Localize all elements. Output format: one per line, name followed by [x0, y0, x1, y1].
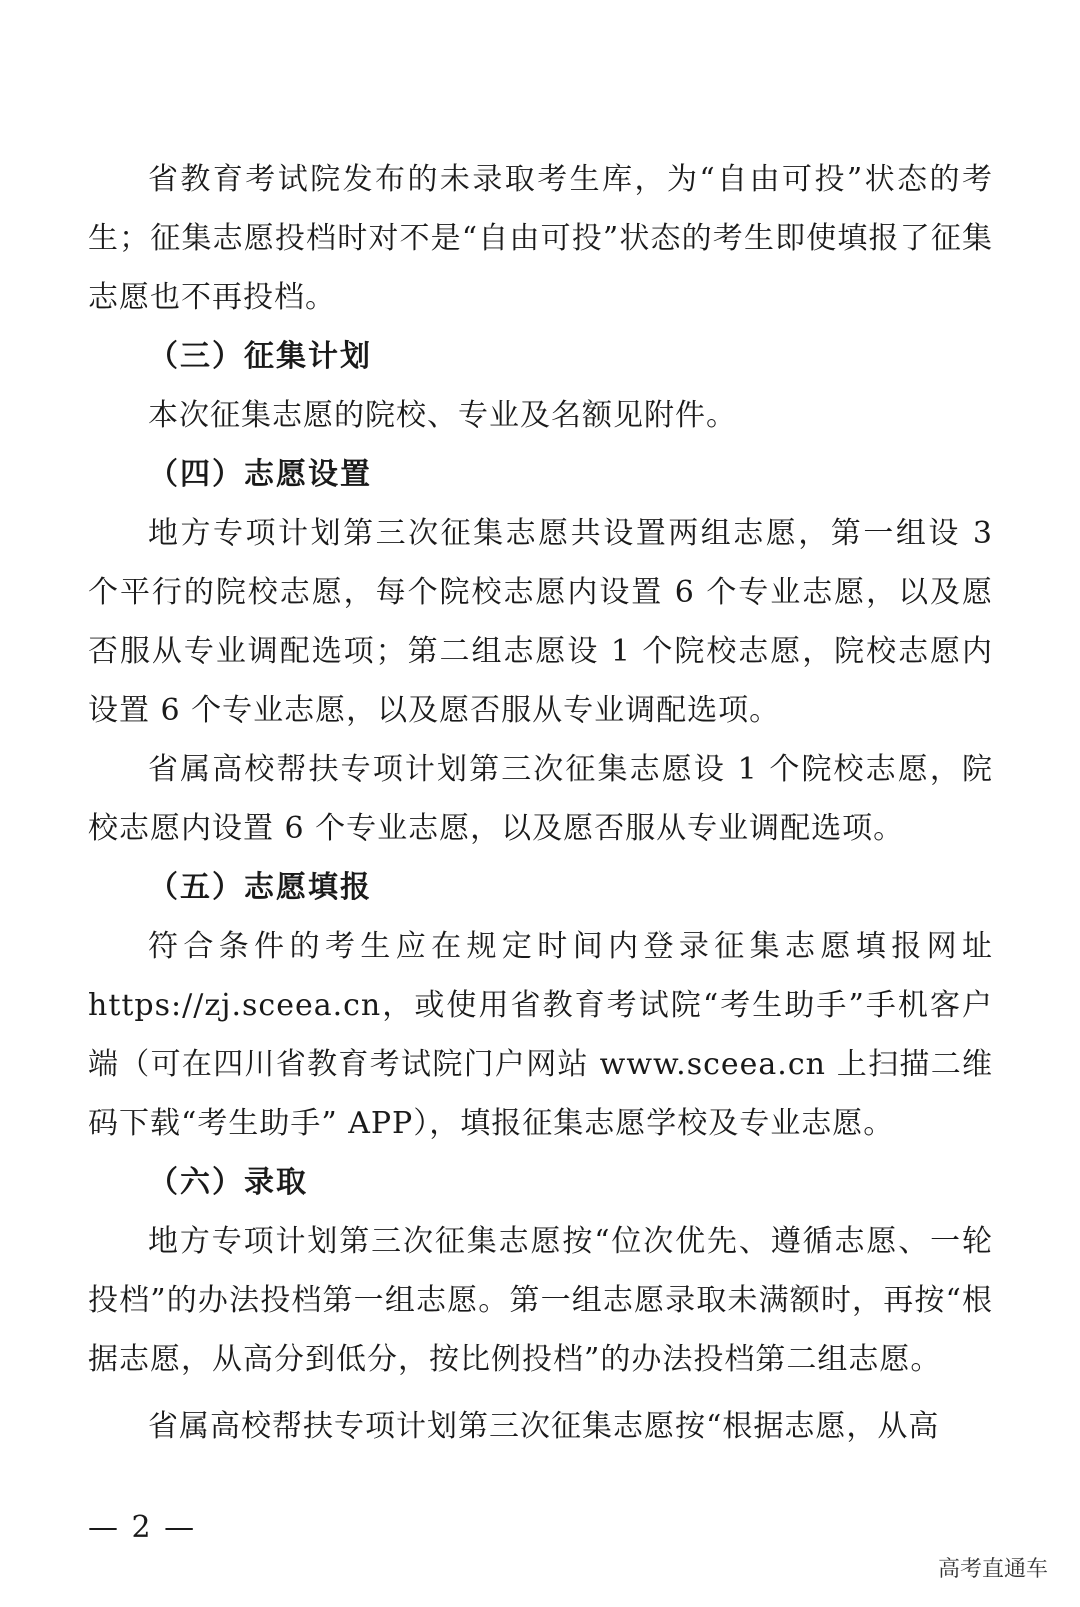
- paragraph-filling-instructions: 符合条件的考生应在规定时间内登录征集志愿填报网址 https://zj.sceea.cn，或使用省教育考试院“考生助手”手机客户端（可在四川省教育考试院门户网站 www.sceea.cn 上扫描二维码下载“考生助手” APP），填报征集志愿学校及专业志愿。: [88, 929, 993, 1141]
- paragraph-provincial-plan-admission: 省属高校帮扶专项计划第三次征集志愿按“根据志愿，从高: [148, 1409, 940, 1444]
- paragraph-gap: [88, 1389, 993, 1397]
- heading-volunteer-filling: （五）志愿填报: [148, 870, 372, 905]
- page-number: — 2 —: [88, 1510, 197, 1545]
- watermark-text: 高考直通车: [937, 1557, 1048, 1582]
- paragraph-provincial-plan-settings: 省属高校帮扶专项计划第三次征集志愿设 1 个院校志愿，院校志愿内设置 6 个专业志愿，以及愿否服从专业调配选项。: [88, 752, 993, 846]
- paragraph-plan-details: 本次征集志愿的院校、专业及名额见附件。: [148, 398, 737, 433]
- heading-recruitment-plan: （三）征集计划: [148, 339, 372, 374]
- paragraph-eligible-candidates: 省教育考试院发布的未录取考生库，为“自由可投”状态的考生；征集志愿投档时对不是“自由可投”状态的考生即使填报了征集志愿也不再投档。: [88, 162, 993, 315]
- paragraph-local-plan-settings: 地方专项计划第三次征集志愿共设置两组志愿，第一组设 3 个平行的院校志愿，每个院校志愿内设置 6 个专业志愿，以及愿否服从专业调配选项；第二组志愿设 1 个院校志愿，院校志愿内设置 6 个专业志愿，以及愿否服从专业调配选项。: [88, 516, 993, 728]
- paragraph-local-plan-admission: 地方专项计划第三次征集志愿按“位次优先、遵循志愿、一轮投档”的办法投档第一组志愿。第一组志愿录取未满额时，再按“根据志愿，从高分到低分，按比例投档”的办法投档第二组志愿。: [88, 1224, 993, 1377]
- heading-admission: （六）录取: [148, 1165, 308, 1200]
- heading-volunteer-settings: （四）志愿设置: [148, 457, 372, 492]
- document-body: [88, 150, 993, 1456]
